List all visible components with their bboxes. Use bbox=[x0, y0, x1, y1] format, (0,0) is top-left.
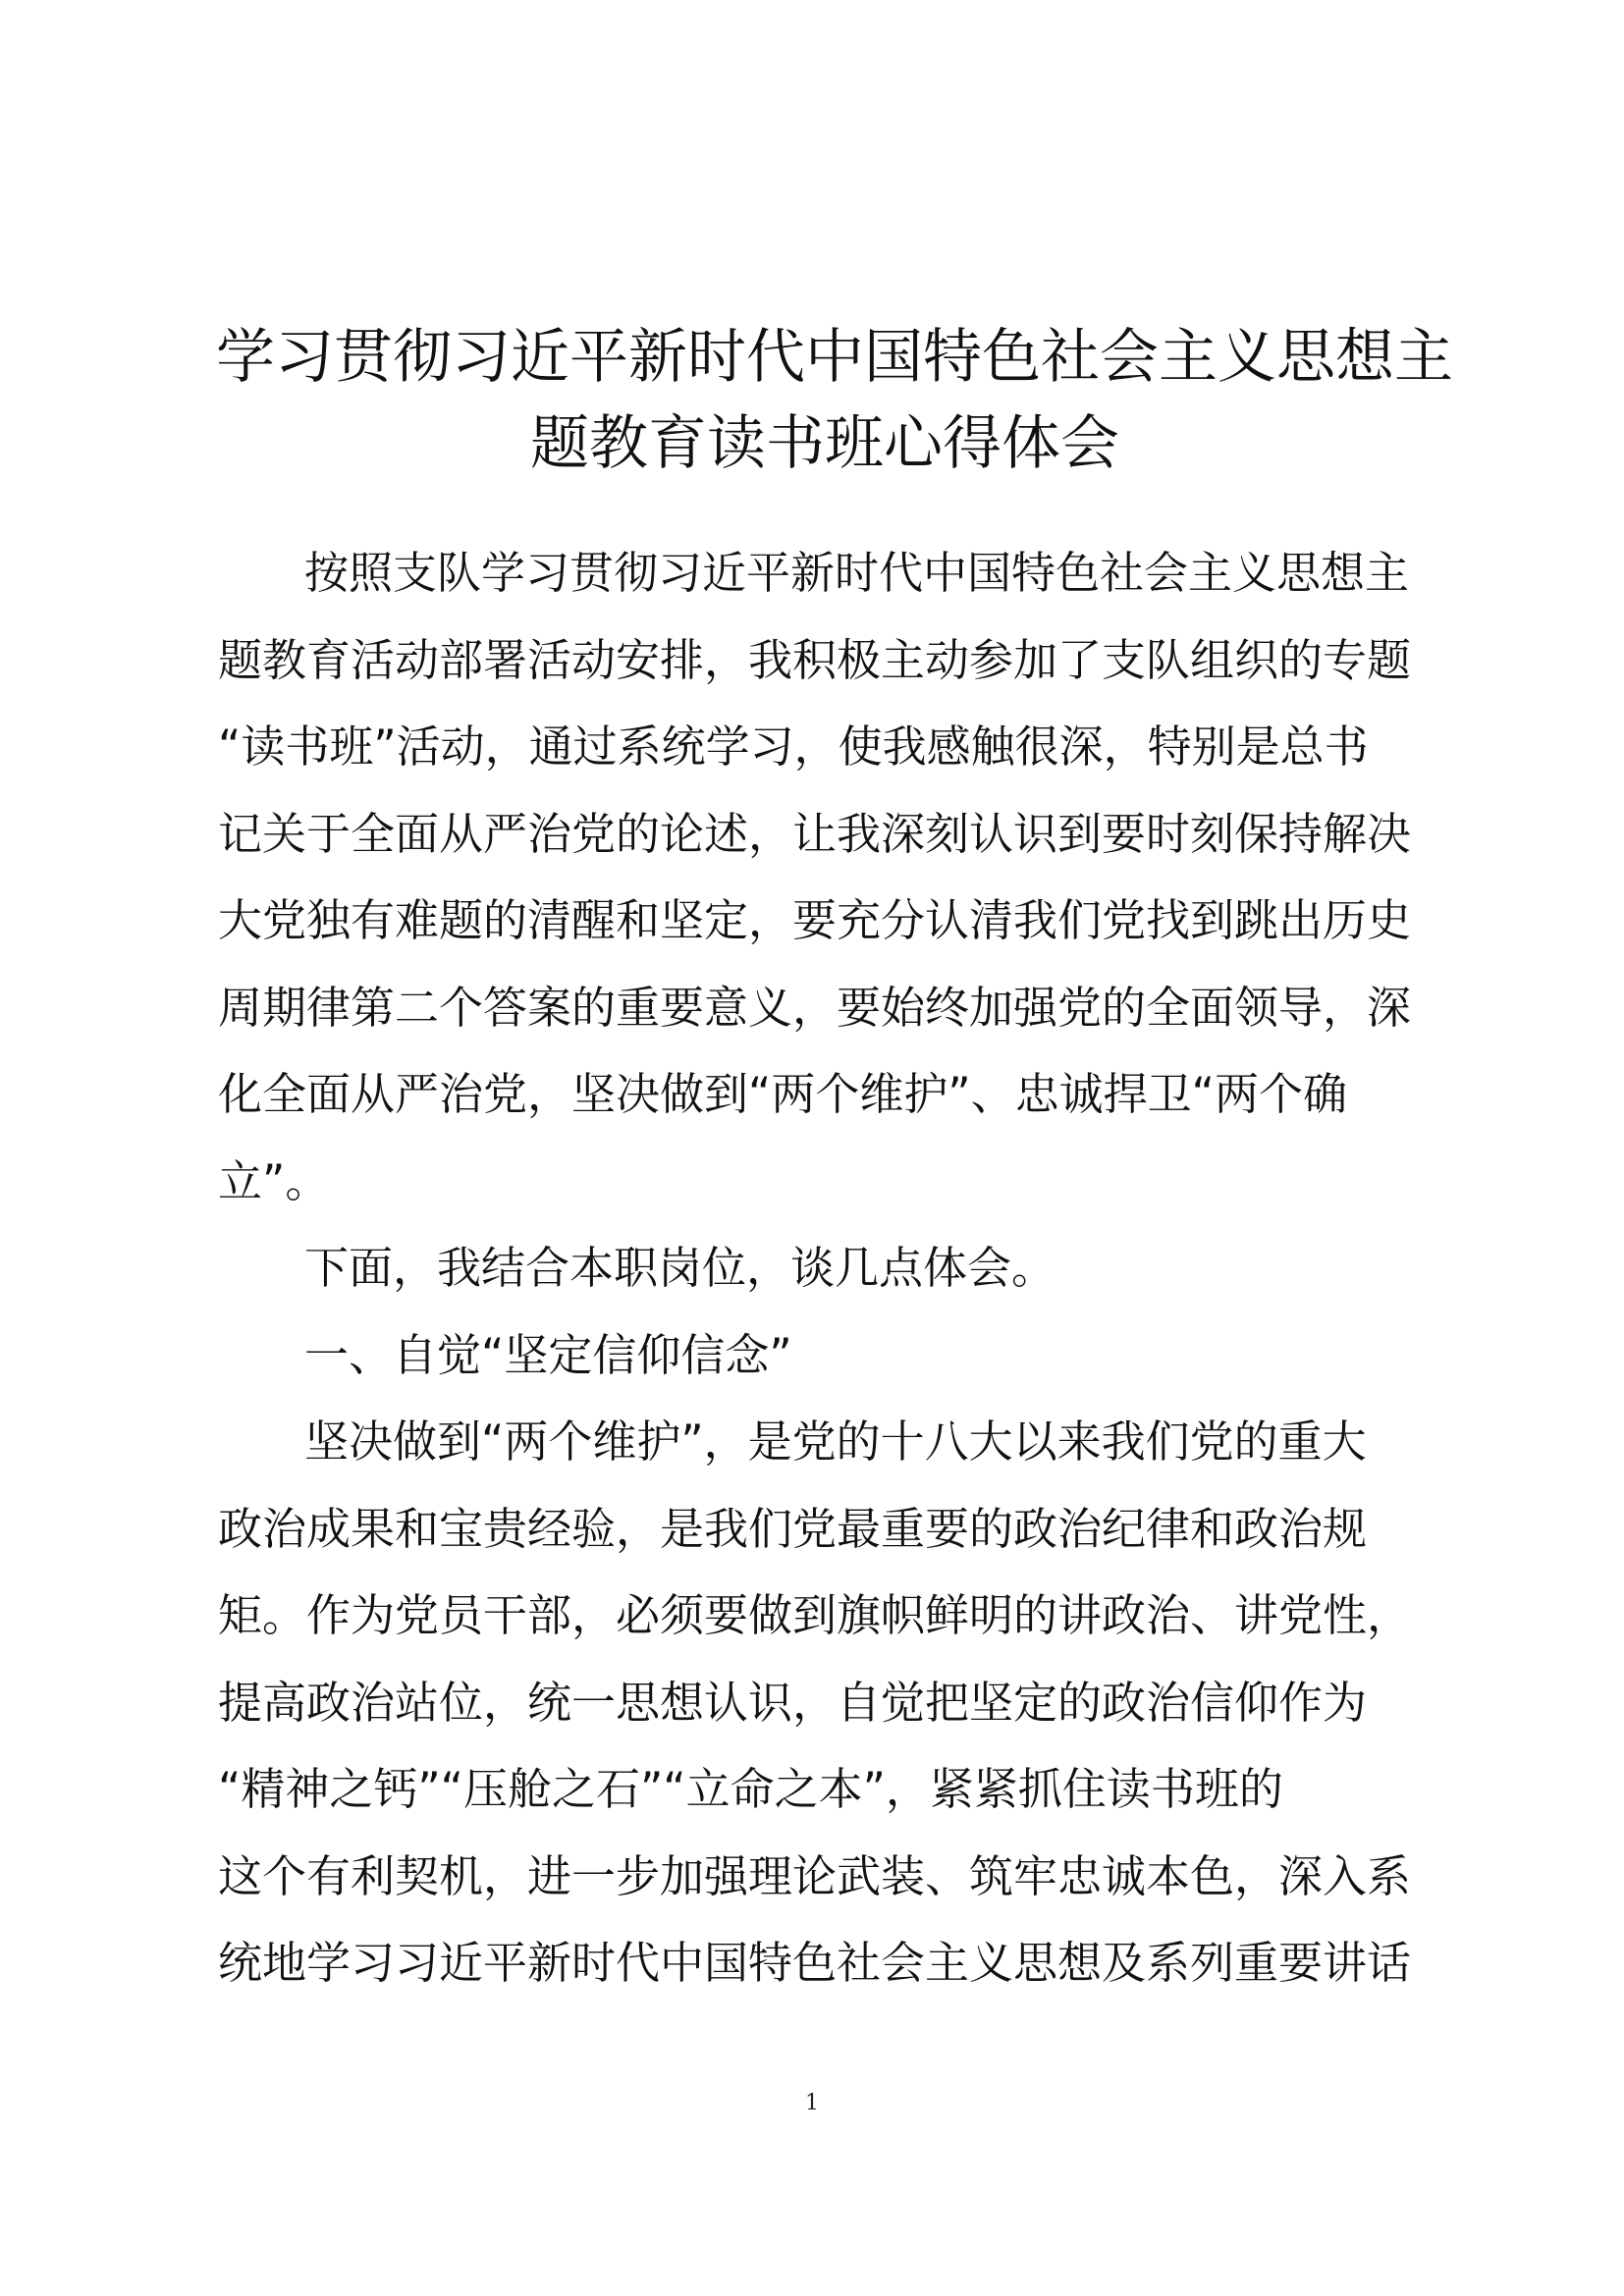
paragraph-3-line: 统地学习习近平新时代中国特色社会主义思想及系列重要讲话 bbox=[218, 1937, 1412, 1989]
paragraph-1-line: 按照支队学习贯彻习近平新时代中国特色社会主义思想主 bbox=[304, 547, 1410, 599]
paragraph-3-line: 这个有利契机，进一步加强理论武装、筑牢忠诚本色，深入系 bbox=[218, 1849, 1412, 1902]
section-heading: 一、自觉“坚定信仰信念” bbox=[304, 1328, 792, 1381]
paragraph-1-line: 化全面从严治党，坚决做到“两个维护”、忠诚捍卫“两个确 bbox=[218, 1068, 1347, 1120]
paragraph-1-line: 周期律第二个答案的重要意义，要始终加强党的全面领导，深 bbox=[218, 981, 1412, 1034]
title-line: 题教育读书班心得体会 bbox=[530, 409, 1119, 478]
paragraph-1-line: 题教育活动部署活动安排，我积极主动参加了支队组织的专题 bbox=[218, 633, 1412, 686]
paragraph-2: 下面，我结合本职岗位，谈几点体会。 bbox=[304, 1242, 1056, 1294]
paragraph-3-line: 提高政治站位，统一思想认识，自觉把坚定的政治信仰作为 bbox=[218, 1676, 1368, 1729]
paragraph-3-line: “精神之钙”“压舱之石”“立命之本”，紧紧抓住读书班的 bbox=[218, 1763, 1283, 1815]
page-number: 1 bbox=[805, 2091, 819, 2115]
paragraph-3-line: 政治成果和宝贵经验，是我们党最重要的政治纪律和政治规 bbox=[218, 1502, 1368, 1555]
paragraph-1-line: 大党独有难题的清醒和坚定，要充分认清我们党找到跳出历史 bbox=[218, 894, 1412, 946]
paragraph-3-line: 坚决做到“两个维护”，是党的十八大以来我们党的重大 bbox=[304, 1415, 1367, 1468]
paragraph-3-line: 矩。作为党员干部，必须要做到旗帜鲜明的讲政治、讲党性， bbox=[218, 1589, 1412, 1641]
document-body bbox=[218, 530, 1435, 2007]
paragraph-1-line: 记关于全面从严治党的论述，让我深刻认识到要时刻保持解决 bbox=[218, 807, 1412, 860]
paragraph-1-line: “读书班”活动，通过系统学习，使我感触很深，特别是总书 bbox=[218, 721, 1369, 773]
document-title bbox=[216, 314, 1453, 487]
title-line: 学习贯彻习近平新时代中国特色社会主义思想主 bbox=[216, 323, 1453, 392]
paragraph-1-line: 立”。 bbox=[218, 1154, 330, 1207]
